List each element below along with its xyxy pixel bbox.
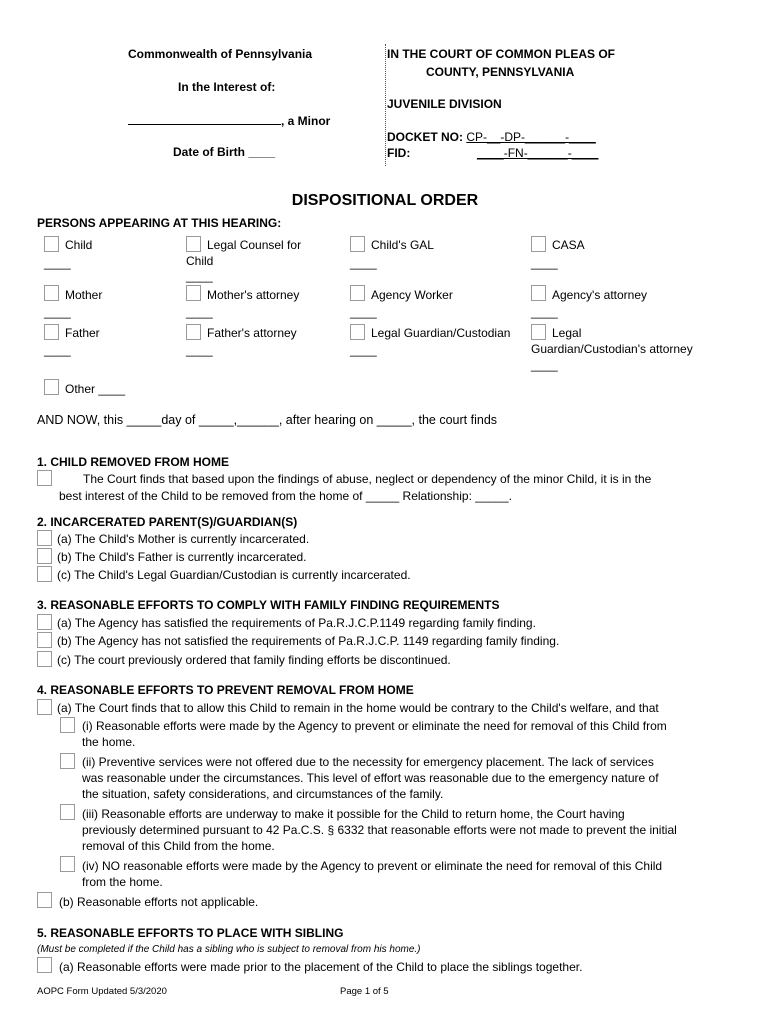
agency-worker-label: Agency Worker (371, 288, 453, 302)
section-4a-ii-checkbox[interactable] (60, 753, 75, 769)
section-3c-checkbox[interactable] (37, 651, 52, 667)
legal-counsel-label: Legal Counsel for (207, 238, 302, 252)
section-5-heading: 5. REASONABLE EFFORTS TO PLACE WITH SIBLING (37, 926, 344, 940)
section-4a-iv-checkbox[interactable] (60, 856, 75, 872)
section-4a-iii-line3: removal of this Child from the home. (82, 839, 275, 853)
mothers-attorney-label: Mother's attorney (207, 288, 300, 302)
and-now-text[interactable]: AND NOW, this _____day of _____,______, after hearing on _____, the court finds (37, 413, 498, 427)
section-2b-checkbox[interactable] (37, 548, 52, 564)
fathers-attorney-label: Father's attorney (207, 326, 297, 340)
section-4b-checkbox[interactable] (37, 892, 52, 908)
childs-gal-checkbox[interactable] (350, 236, 365, 252)
legal-guardian-label: Legal Guardian/Custodian (371, 326, 511, 340)
docket-row (387, 130, 596, 144)
casa-label: CASA (552, 238, 585, 252)
legal-counsel-checkbox[interactable] (186, 236, 201, 252)
agencys-attorney-blank[interactable]: ____ (531, 305, 558, 319)
agency-worker-blank[interactable]: ____ (350, 305, 377, 319)
section-4a-iii-line2: previously determined pursuant to 42 Pa.C.S. § 6332 that reasonable efforts were not made to prevent the initial (82, 823, 677, 837)
section-2a-text: (a) The Child's Mother is currently incarcerated. (57, 532, 310, 546)
division-label: JUVENILE DIVISION (387, 97, 502, 111)
section-2a-checkbox[interactable] (37, 530, 52, 546)
docket-label: DOCKET NO: (387, 130, 463, 144)
section-4a-ii-line1: (ii) Preventive services were not offered due to the necessity for emergency placement. The lack of services (82, 755, 654, 769)
legal-guardian-attorney-label-2: Guardian/Custodian's attorney (531, 342, 693, 356)
section-2c-text: (c) The Child's Legal Guardian/Custodian is currently incarcerated. (57, 568, 411, 582)
minor-name-line[interactable] (128, 112, 330, 128)
court-name-line1: IN THE COURT OF COMMON PLEAS OF (387, 47, 615, 61)
agency-worker-checkbox[interactable] (350, 285, 365, 301)
agencys-attorney-label: Agency's attorney (552, 288, 648, 302)
section-5a-checkbox[interactable] (37, 957, 52, 973)
fid-row (387, 146, 598, 160)
fid-field[interactable]: ____-FN-______-____ (477, 146, 599, 160)
section-4a-iii-line1: (iii) Reasonable efforts are underway to make it possible for the Child to return home, the Court having (82, 807, 625, 821)
legal-counsel-blank[interactable]: ____ (186, 269, 213, 283)
interest-of-label: In the Interest of: (178, 80, 276, 94)
father-label: Father (65, 326, 100, 340)
section-2-heading: 2. INCARCERATED PARENT(S)/GUARDIAN(S) (37, 515, 298, 529)
section-1-line1: The Court finds that based upon the findings of abuse, neglect or dependency of the minor Child, it is in the (83, 472, 652, 486)
section-4a-i-checkbox[interactable] (60, 717, 75, 733)
legal-counsel-label-2: Child (186, 254, 214, 268)
section-2c-checkbox[interactable] (37, 566, 52, 582)
section-4-heading: 4. REASONABLE EFFORTS TO PREVENT REMOVAL FROM HOME (37, 683, 414, 697)
father-checkbox[interactable] (44, 324, 59, 340)
docket-number-field[interactable]: CP-__-DP-______-____ (466, 130, 596, 144)
mother-blank[interactable]: ____ (44, 305, 71, 319)
section-4a-ii-line3: the situation, safety considerations, and circumstances of the family. (82, 787, 444, 801)
legal-guardian-attorney-label-1: Legal (552, 326, 582, 340)
fathers-attorney-blank[interactable]: ____ (186, 343, 213, 357)
section-4a-iii-checkbox[interactable] (60, 804, 75, 820)
section-3c-text: (c) The court previously ordered that family finding efforts be discontinued. (57, 653, 451, 667)
state-name: Commonwealth of Pennsylvania (128, 47, 313, 61)
persons-heading: PERSONS APPEARING AT THIS HEARING: (37, 216, 282, 230)
mother-checkbox[interactable] (44, 285, 59, 301)
section-4a-text: (a) The Court finds that to allow this Child to remain in the home would be contrary to the Child's welfare, and that (57, 701, 659, 715)
child-blank[interactable]: ____ (44, 256, 71, 270)
section-3a-checkbox[interactable] (37, 614, 52, 630)
section-1-checkbox[interactable] (37, 470, 52, 486)
section-4a-iv-line1: (iv) NO reasonable efforts were made by the Agency to prevent or eliminate the need for removal of this Child (82, 859, 663, 873)
section-2b-text: (b) The Child's Father is currently incarcerated. (57, 550, 307, 564)
section-1-heading: 1. CHILD REMOVED FROM HOME (37, 455, 230, 469)
date-of-birth[interactable]: Date of Birth ____ (173, 145, 276, 159)
legal-guardian-blank[interactable]: ____ (350, 343, 377, 357)
legal-guardian-attorney-blank[interactable]: ____ (531, 358, 558, 372)
section-5-note: (Must be completed if the Child has a sibling who is subject to removal from his home.) (37, 944, 421, 955)
mother-label: Mother (65, 288, 103, 302)
section-4a-i-line2: the home. (82, 735, 136, 749)
section-4a-iv-line2: from the home. (82, 875, 163, 889)
mothers-attorney-blank[interactable]: ____ (186, 305, 213, 319)
child-label: Child (65, 238, 93, 252)
page-title: DISPOSITIONAL ORDER (291, 192, 479, 209)
section-3b-checkbox[interactable] (37, 632, 52, 648)
agencys-attorney-checkbox[interactable] (531, 285, 546, 301)
legal-guardian-attorney-checkbox[interactable] (531, 324, 546, 340)
section-3b-text: (b) The Agency has not satisfied the requirements of Pa.R.J.C.P. 1149 regarding family finding. (57, 634, 560, 648)
legal-guardian-checkbox[interactable] (350, 324, 365, 340)
minor-suffix: , a Minor (281, 114, 331, 128)
court-name-line2: COUNTY, PENNSYLVANIA (426, 65, 575, 79)
section-4a-ii-line2: was reasonable under the circumstances. This level of effort was reasonable due to the emergency nature of (82, 771, 659, 785)
fathers-attorney-checkbox[interactable] (186, 324, 201, 340)
section-4b-text: (b) Reasonable efforts not applicable. (59, 895, 259, 909)
mothers-attorney-checkbox[interactable] (186, 285, 201, 301)
father-blank[interactable]: ____ (44, 343, 71, 357)
fid-label: FID: (387, 146, 411, 160)
childs-gal-label: Child's GAL (371, 238, 434, 252)
childs-gal-blank[interactable]: ____ (350, 256, 377, 270)
other-label[interactable]: Other ____ (65, 382, 126, 396)
other-checkbox[interactable] (44, 379, 59, 395)
footer-form-version: AOPC Form Updated 5/3/2020 (37, 986, 167, 997)
header-divider (385, 44, 386, 166)
casa-blank[interactable]: ____ (531, 256, 558, 270)
casa-checkbox[interactable] (531, 236, 546, 252)
section-5a-text: (a) Reasonable efforts were made prior to the placement of the Child to place the siblings together. (59, 960, 583, 974)
child-checkbox[interactable] (44, 236, 59, 252)
section-3a-text: (a) The Agency has satisfied the requirements of Pa.R.J.C.P.1149 regarding family finding. (57, 616, 536, 630)
section-1-line2[interactable]: best interest of the Child to be removed from the home of _____ Relationship: _____. (59, 489, 512, 503)
section-4a-i-line1: (i) Reasonable efforts were made by the Agency to prevent or eliminate the need for removal of this Child from (82, 719, 667, 733)
section-3-heading: 3. REASONABLE EFFORTS TO COMPLY WITH FAMILY FINDING REQUIREMENTS (37, 598, 500, 612)
footer-page-number: Page 1 of 5 (340, 986, 389, 997)
section-4a-checkbox[interactable] (37, 699, 52, 715)
